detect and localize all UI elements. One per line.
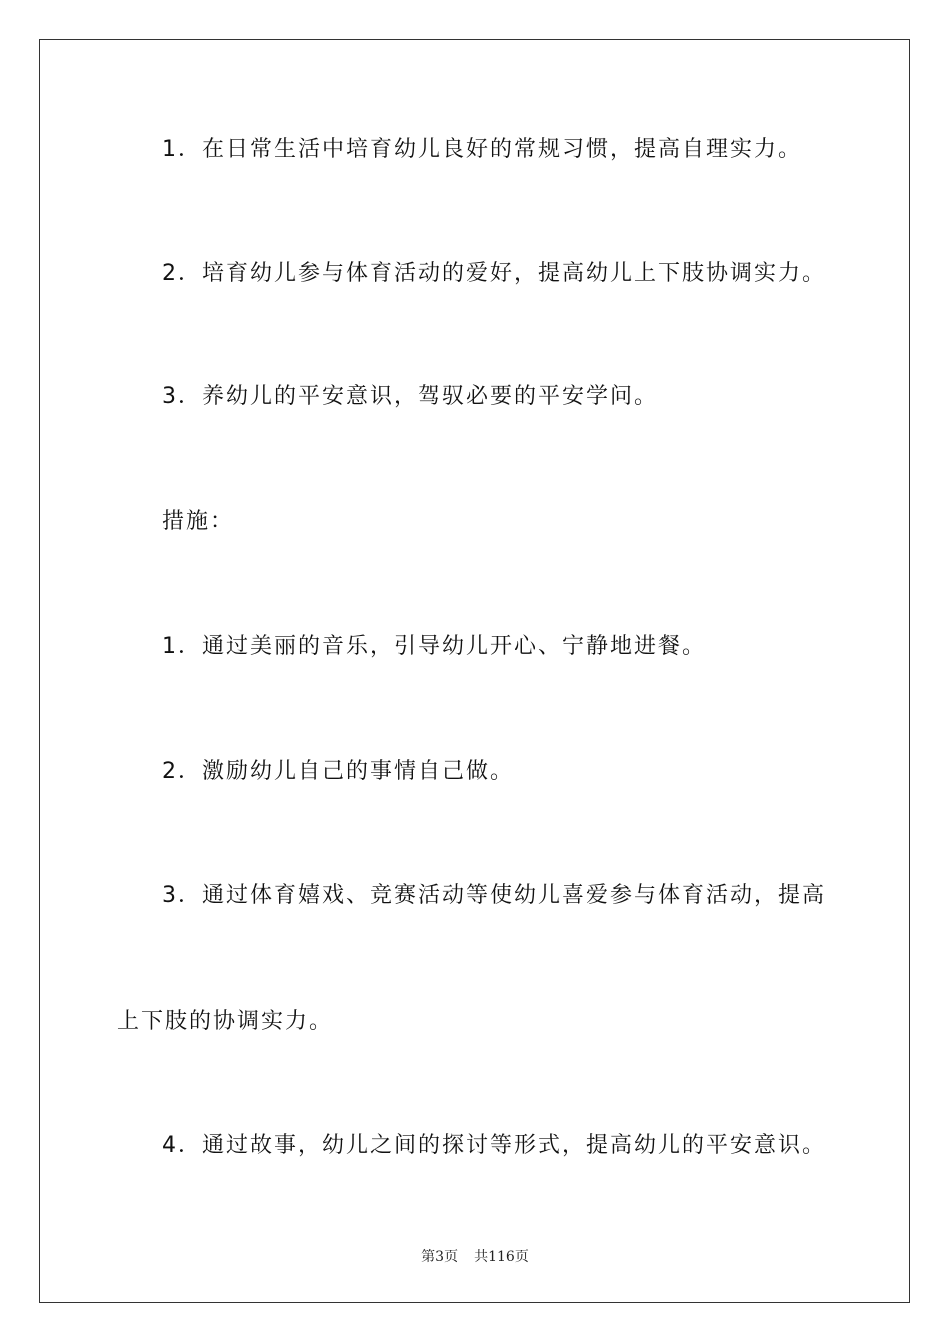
measure-3-text: 3．通过体育嬉戏、竞赛活动等使幼儿喜爱参与体育活动，提高 [162, 883, 826, 908]
measures-heading: 措施： [162, 509, 235, 534]
page-footer [0, 1248, 950, 1266]
measure-1-text: 1．通过美丽的音乐，引导幼儿开心、宁静地进餐。 [162, 634, 706, 659]
goal-2-text: 2．培育幼儿参与体育活动的爱好，提高幼儿上下肢协调实力。 [162, 261, 826, 286]
measure-4-text: 4．通过故事，幼儿之间的探讨等形式，提高幼儿的平安意识。 [162, 1133, 826, 1158]
goal-1-text: 1．在日常生活中培育幼儿良好的常规习惯，提高自理实力。 [162, 137, 802, 162]
measure-3-continuation: 上下肢的协调实力。 [117, 1009, 334, 1034]
goal-3-text: 3．养幼儿的平安意识，驾驭必要的平安学问。 [162, 384, 658, 409]
measure-2-text: 2．激励幼儿自己的事情自己做。 [162, 759, 514, 784]
page-border [39, 39, 910, 1303]
page-number: 第3页 [421, 1249, 459, 1265]
total-pages: 共116页 [474, 1249, 529, 1265]
